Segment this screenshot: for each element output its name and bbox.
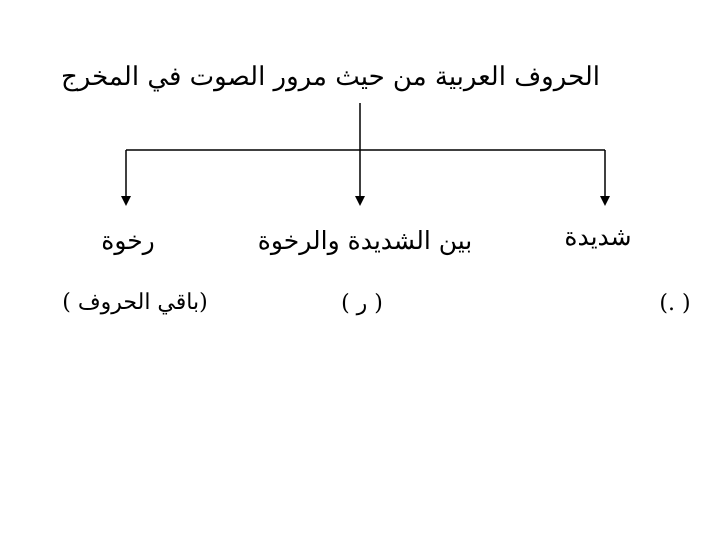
arrow-right-icon <box>600 196 610 206</box>
category-rikhwa: رخوة <box>101 226 155 255</box>
example-shadida: ( .) <box>659 291 691 316</box>
diagram-title: الحروف العربية من حيث مرور الصوت في المخرج <box>60 62 600 92</box>
arrow-middle-icon <box>355 196 365 206</box>
example-between: ( ر ) <box>341 291 383 316</box>
category-between: بين الشديدة والرخوة <box>257 226 473 255</box>
arrow-left-icon <box>121 196 131 206</box>
example-rikhwa: (باقي الحروف ) <box>62 290 208 315</box>
category-shadida: شديدة <box>564 222 632 251</box>
